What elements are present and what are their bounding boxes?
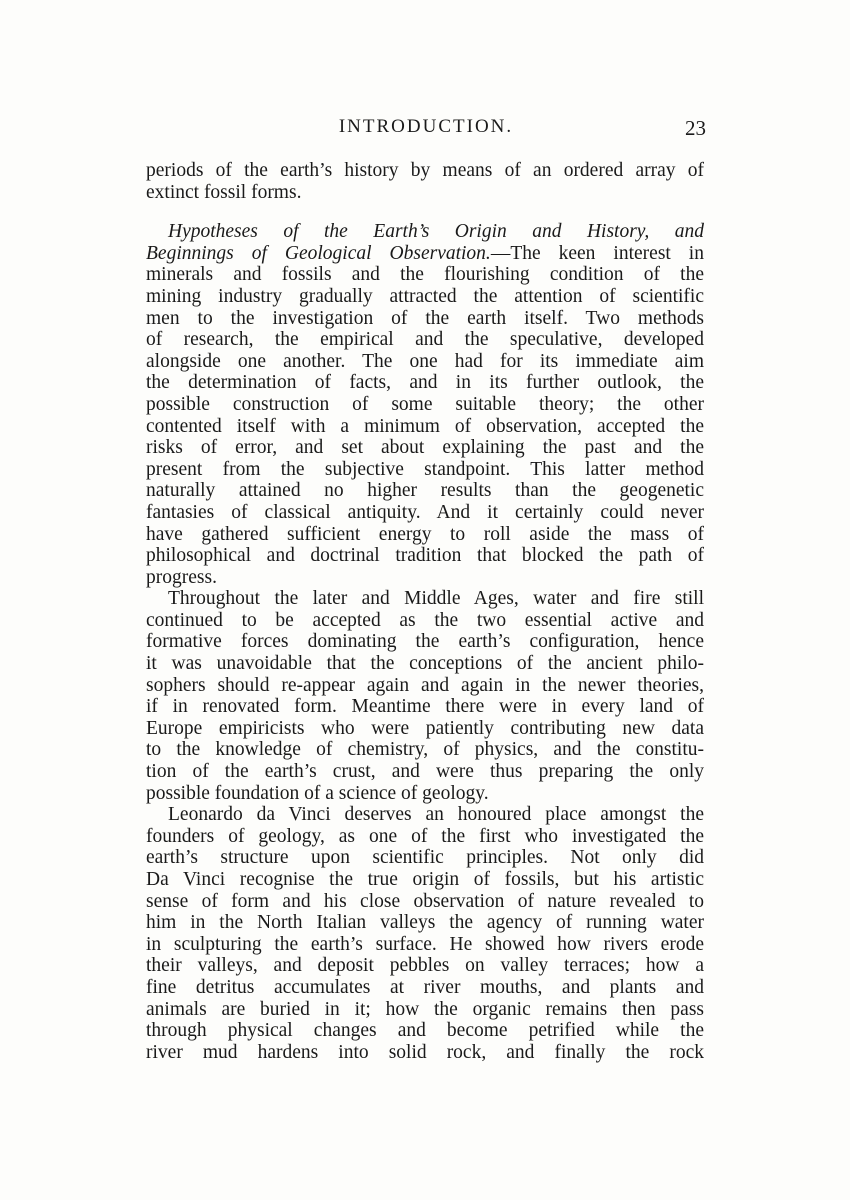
text-line: men to the investigation of the earth itself. Two methods (146, 307, 704, 329)
text-line: their valleys, and deposit pebbles on valley terraces; how a (146, 955, 704, 977)
page-number: 23 (685, 116, 706, 140)
text-line: Leonardo da Vinci deserves an honoured place amongst the (168, 804, 704, 826)
text-line: formative forces dominating the earth’s configuration, hence (146, 631, 704, 653)
text-line: contented itself with a minimum of observation, accepted the (146, 415, 704, 437)
text-line: periods of the earth’s history by means of an ordered array of (146, 160, 704, 181)
paragraph-hypotheses (146, 221, 704, 588)
text-line: sophers should re-appear again and again in the newer theories, (146, 674, 704, 696)
text-line: Europe empiricists who were patiently contributing new data (146, 717, 704, 739)
text-line: earth’s structure upon scientific principles. Not only did (146, 847, 704, 869)
text-line: possible foundation of a science of geology. (146, 782, 489, 804)
text-line: to the knowledge of chemistry, of physics, and the constitu- (146, 739, 704, 761)
running-head (146, 116, 706, 144)
text-line: river mud hardens into solid rock, and finally the rock (146, 1041, 704, 1063)
text-line: it was unavoidable that the conceptions of the ancient philo- (146, 653, 704, 675)
paragraph-continuation (146, 160, 704, 203)
text-line: of research, the empirical and the speculative, developed (146, 329, 704, 351)
text-line: in sculpturing the earth’s surface. He showed how rivers erode (146, 933, 704, 955)
text-line: animals are buried in it; how the organic remains then pass (146, 998, 704, 1020)
text-line: philosophical and doctrinal tradition that blocked the path of (146, 545, 704, 567)
paragraph-gap (146, 203, 704, 221)
text-line: tion of the earth’s crust, and were thus preparing the only (146, 761, 704, 783)
text-line: mining industry gradually attracted the attention of scientific (146, 285, 704, 307)
text-line: fantasies of classical antiquity. And it certainly could never (146, 501, 704, 523)
text-line: have gathered sufficient energy to roll aside the mass of (146, 523, 704, 545)
text-line: sense of form and his close observation of nature revealed to (146, 890, 704, 912)
paragraph-da-vinci (146, 804, 704, 1063)
text-line: minerals and fossils and the flourishing condition of the (146, 264, 704, 286)
text-line: possible construction of some suitable theory; the other (146, 393, 704, 415)
text-line: fine detritus accumulates at river mouths, and plants and (146, 976, 704, 998)
section-heading-line: Hypotheses of the Earth’s Origin and History, and (168, 221, 704, 243)
text-line: alongside one another. The one had for its immediate aim (146, 350, 704, 372)
text-line: founders of geology, as one of the first who investigated the (146, 825, 704, 847)
body-text (146, 160, 704, 1063)
text-line: Da Vinci recognise the true origin of fossils, but his artistic (146, 869, 704, 890)
text-line: if in renovated form. Meantime there were in every land of (146, 696, 704, 718)
text-line: naturally attained no higher results than the geogenetic (146, 480, 704, 502)
paragraph-middle-ages (146, 588, 704, 804)
text-line: present from the subjective standpoint. This latter method (146, 458, 704, 480)
text-line: the determination of facts, and in its further outlook, the (146, 372, 704, 394)
text-line: risks of error, and set about explaining the past and the (146, 437, 704, 459)
section-heading-italic: Beginnings of Geological Observation. (146, 242, 491, 264)
text-line: continued to be accepted as the two essential active and (146, 609, 704, 631)
section-heading-line-2 (146, 243, 704, 265)
text-line: through physical changes and become petrified while the (146, 1020, 704, 1042)
text-line: extinct fossil forms. (146, 181, 302, 203)
text-line: Throughout the later and Middle Ages, water and fire still (168, 588, 704, 610)
section-heading-rest: —The keen interest in (490, 242, 704, 264)
running-title: INTRODUCTION. (338, 116, 514, 137)
text-line: progress. (146, 566, 217, 588)
text-line: him in the North Italian valleys the agency of running water (146, 912, 704, 934)
